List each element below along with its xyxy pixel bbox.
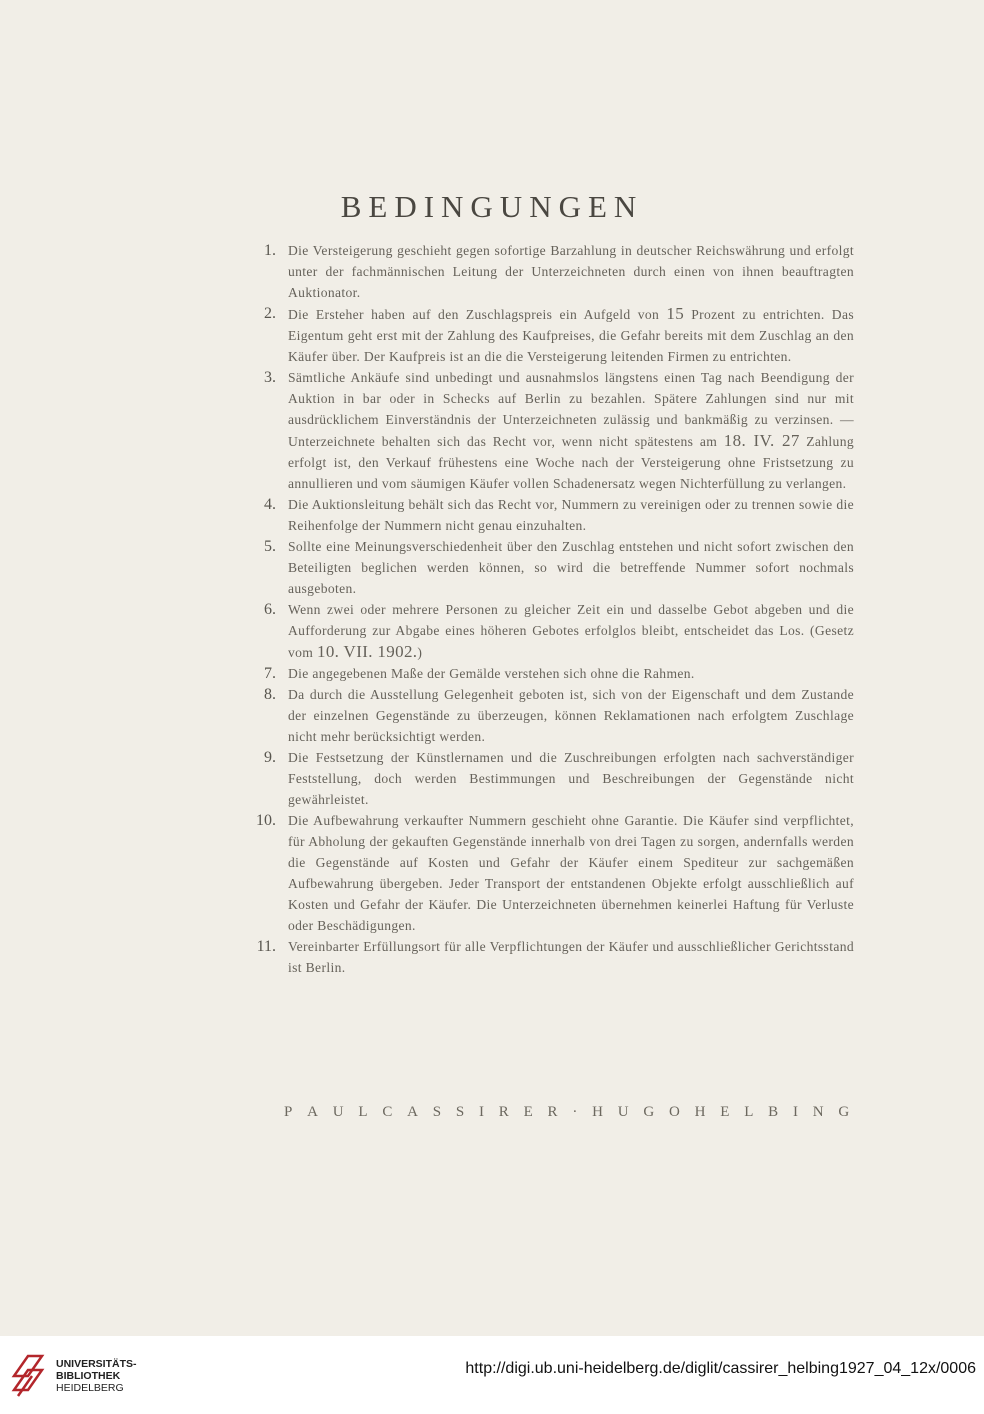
signature-letter: A <box>307 1104 319 1120</box>
condition-text-run: Zahlung erfolgt ist, den Verkauf frühestens eine Woche nach der Versteigerung ohne Fristsetzung zu annullieren und vom säumigen Käufer vollen Schadenersatz wegen Nichterfüllung zu verlangen. <box>288 434 854 491</box>
condition-item <box>250 536 854 599</box>
condition-date-text: 15 <box>666 304 685 323</box>
condition-number: 10. <box>256 812 276 829</box>
condition-text-run: Sollte eine Meinungsverschiedenheit über den Zuschlag entstehen und nicht sofort zwischen den Beteiligten beglichen werden können, so wird die betreffende Nummer sofort nochmals ausgeboten. <box>288 539 854 596</box>
condition-text <box>288 810 854 936</box>
condition-text-run: Wenn zwei oder mehrere Personen zu gleicher Zeit ein und dasselbe Gebot abgeben und die Aufforderung zur Abgabe eines höheren Gebotes erfolglos bleibt, entscheidet das Los. (Gesetz vom <box>288 602 854 660</box>
condition-text <box>288 936 854 978</box>
library-logo-icon <box>10 1346 46 1398</box>
condition-text <box>288 240 854 303</box>
condition-number: 5. <box>264 538 276 555</box>
signature-letter: G <box>643 1104 655 1120</box>
signature-letter: S <box>455 1104 465 1120</box>
condition-number: 9. <box>264 749 276 766</box>
signature-letter: G <box>838 1104 850 1120</box>
library-line-3: HEIDELBERG <box>56 1382 124 1394</box>
condition-text-run: Die Ersteher haben auf den Zuschlagspreis ein Aufgeld von <box>288 307 667 322</box>
signature-letter: U <box>332 1104 345 1120</box>
signature-letter: E <box>523 1104 534 1120</box>
condition-text-run: Da durch die Ausstellung Gelegenheit geboten ist, sich von der Eigenschaft und dem Zustande der einzelnen Gegenstände zu überzeugen, können Reklamationen nach erfolgtem Zuschlage nicht mehr berücksichtigt werden. <box>288 687 854 744</box>
signature-line <box>284 1104 850 1121</box>
condition-text-run: Prozent zu entrichten. Das Eigentum geht erst mit der Zahlung des Kaufpreises, die Gefahr bereits mit dem Zuschlag an den Käufer über. Der Kaufpreis ist an die die Versteigerung leitenden Firmen zu entrichten. <box>288 307 855 364</box>
condition-text-run: Die angegebenen Maße der Gemälde verstehen sich ohne die Rahmen. <box>288 666 695 681</box>
condition-text <box>288 663 854 684</box>
condition-text-run: Die Aufbewahrung verkaufter Nummern geschieht ohne Garantie. Die Käufer sind verpflichtet, für Abholung der gekauften Gegenstände innerhalb von drei Tagen zu sorgen, andernfalls werden die Gegenstände auf Kosten und Gefahr der Käufer einem Spediteur zur sachgemäßen Aufbewahrung übergeben. Jeder Transport der entstandenen Objekte erfolgt ausschließlich auf Kosten und Gefahr der Käufer. Die Unterzeichneten übernehmen keinerlei Haftung für Verluste oder Beschädigungen. <box>288 813 854 933</box>
signature-letter: R <box>498 1104 510 1120</box>
condition-text-run: ) <box>417 645 423 660</box>
condition-text-run: Sämtliche Ankäufe sind unbedingt und ausnahmslos längstens einen Tag nach Beendigung der Auktion in bar oder in Schecks auf Berlin zu bezahlen. Spätere Zahlungen sind nur mit ausdrücklichem Einverständnis der Unterzeichneten zulässig und bankmäßig zu verzinsen. — Unterzeichnete behalten sich das Recht vor, wenn nicht spätestens am <box>288 370 854 449</box>
signature-letter: I <box>792 1104 799 1120</box>
page-title: BEDINGUNGEN <box>340 188 644 224</box>
viewer-footer <box>0 1336 984 1414</box>
signature-letter: A <box>407 1104 419 1120</box>
signature-letter: B <box>768 1104 779 1120</box>
condition-number: 8. <box>264 686 276 703</box>
condition-item <box>250 599 854 663</box>
signature-letter: E <box>720 1104 730 1120</box>
condition-text-run: Die Auktionsleitung behält sich das Recht vor, Nummern zu vereinigen oder zu trennen sowie die Reihenfolge der Nummern nicht genau einzuhalten. <box>288 497 854 533</box>
condition-text-run: Die Versteigerung geschieht gegen sofortige Barzahlung in deutscher Reichswährung und erfolgt unter der fachmännischen Leitung der Unterzeichneten durch einen von ihnen beauftragten Auktionator. <box>288 243 854 300</box>
condition-number: 3. <box>264 369 276 386</box>
library-name <box>56 1358 137 1394</box>
condition-text-run: Die Festsetzung der Künstlernamen und die Zuschreibungen erfolgten nach sachverständiger Feststellung, doch werden Bestimmungen und Beschreibungen der Gegenstände nicht gewährleistet. <box>288 750 854 807</box>
condition-item <box>250 684 854 747</box>
condition-text <box>288 303 854 367</box>
signature-letter: L <box>744 1104 754 1120</box>
library-line-2: BIBLIOTHEK <box>56 1370 121 1382</box>
signature-letter: H <box>694 1104 706 1120</box>
condition-item <box>250 240 854 303</box>
signature-letter: I <box>479 1104 485 1120</box>
condition-text-run: Vereinbarter Erfüllungsort für alle Verpflichtungen der Käufer und ausschließlicher Gerichtsstand ist Berlin. <box>288 939 854 975</box>
signature-letter: S <box>432 1104 442 1120</box>
condition-number: 6. <box>264 601 276 618</box>
signature-letter: L <box>358 1104 369 1120</box>
conditions-list <box>250 240 854 978</box>
condition-item <box>250 663 854 684</box>
signature-letter: R <box>547 1104 559 1120</box>
condition-item <box>250 303 854 367</box>
condition-item <box>250 936 854 978</box>
condition-text <box>288 494 854 536</box>
condition-number: 2. <box>264 305 276 322</box>
condition-item <box>250 494 854 536</box>
condition-text <box>288 536 854 599</box>
condition-item <box>250 810 854 936</box>
library-line-1: UNIVERSITÄTS- <box>56 1358 137 1370</box>
condition-number: 4. <box>264 496 276 513</box>
condition-text <box>288 599 854 663</box>
signature-letter: N <box>812 1104 825 1120</box>
signature-letter: H <box>592 1104 604 1120</box>
condition-date-text: 18. IV. 27 <box>723 431 800 450</box>
signature-letter: P <box>284 1104 293 1120</box>
condition-date-text: 10. VII. 1902. <box>316 642 418 661</box>
condition-item <box>250 367 854 494</box>
page-url-link[interactable]: http://digi.ub.uni-heidelberg.de/diglit/cassirer_helbing1927_04_12x/0006 <box>465 1360 976 1377</box>
signature-letter: · <box>572 1104 578 1120</box>
condition-text <box>288 684 854 747</box>
condition-number: 1. <box>264 242 276 259</box>
condition-number: 7. <box>264 665 276 682</box>
condition-text <box>288 747 854 810</box>
signature-letter: C <box>382 1104 393 1120</box>
condition-text <box>288 367 854 494</box>
condition-number: 11. <box>256 938 276 955</box>
signature-letter: U <box>617 1104 630 1120</box>
condition-item <box>250 747 854 810</box>
signature-letter: O <box>668 1104 681 1120</box>
